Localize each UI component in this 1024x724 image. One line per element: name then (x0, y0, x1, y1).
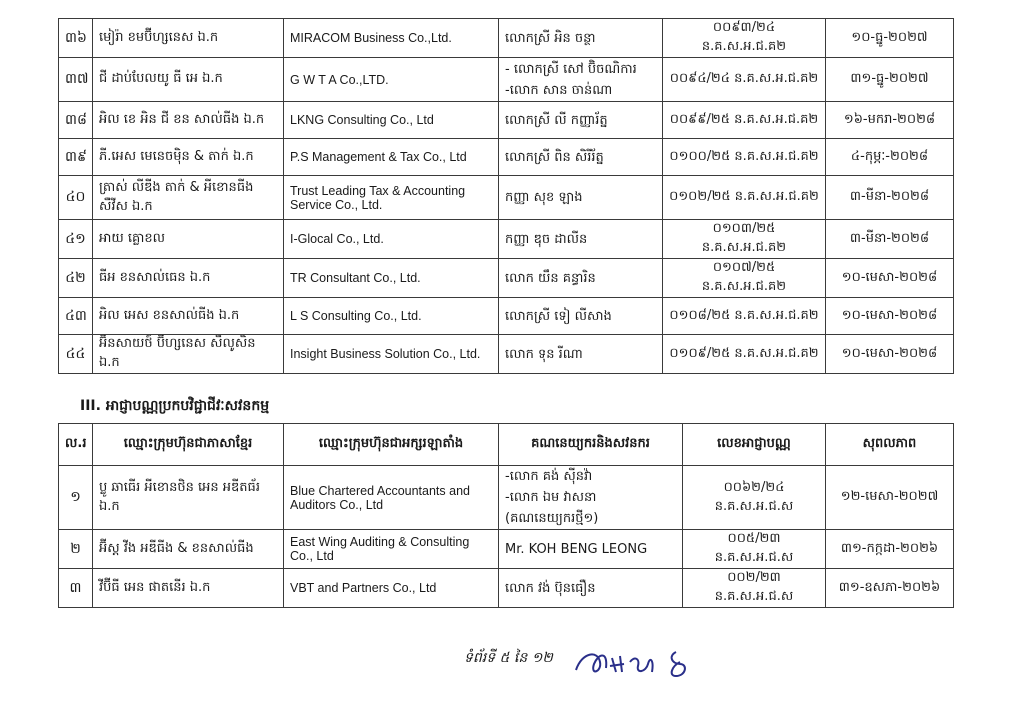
table-row (59, 102, 954, 139)
row-number: ៣៩ (59, 139, 93, 176)
table-row (59, 466, 954, 530)
manager-cell (499, 259, 663, 298)
license-number: ០១០៨/២៥ ន.គ.ស.អ.ជ.គ២ (663, 298, 826, 335)
license-number: ០០៩៣/២៤ ន.គ.ស.អ.ជ.គ២ (663, 19, 826, 58)
company-name-kh: អិល អេស ខនសាល់ធីង ឯ.ក (93, 298, 284, 335)
license-number: ០០៥/២៣ ន.គ.ស.អ.ជ.ស (683, 530, 826, 569)
manager-name-line: លោកស្រី ពិន សិរីរ័ត្ន (505, 149, 604, 165)
page-footer (464, 648, 553, 669)
row-number: ១ (59, 466, 93, 530)
company-name-en: L S Consulting Co., Ltd. (284, 298, 499, 335)
table-row (59, 139, 954, 176)
page-number: ទំព័រទី ៥ នៃ ១២ (464, 650, 553, 666)
row-number: ៤៣ (59, 298, 93, 335)
validity-date: ១២-មេសា-២០២៧ (826, 466, 954, 530)
manager-name-line: (គណនេយ្យករថ្មី១) (505, 511, 599, 526)
company-name-en: Insight Business Solution Co., Ltd. (284, 335, 499, 374)
manager-name-line: លោកស្រី ទៀ លីសាង (505, 308, 612, 324)
header-manager: គណនេយ្យករនិងសវនករ (499, 424, 683, 466)
manager-cell (499, 335, 663, 374)
handwritten-initials-signature (568, 642, 698, 682)
manager-cell (499, 58, 663, 102)
section-heading: III. អាជ្ញាបណ្ណប្រកបវិជ្ជាជីវៈសវនកម្ម (80, 398, 270, 414)
company-name-kh: អ៊ិនសាយថ៍ ប៊ីហ្សនេស សឹលូសិន ឯ.ក (93, 335, 284, 374)
license-number: ០០៦២/២៤ ន.គ.ស.អ.ជ.ស (683, 466, 826, 530)
manager-cell (499, 220, 663, 259)
table-row (59, 335, 954, 374)
company-name-kh: មៀរ៉ា ខមប៊ីហ្សនេស ឯ.ក (93, 19, 284, 58)
company-name-kh: ធីអ ខនសាល់ធេន ឯ.ក (93, 259, 284, 298)
company-name-en: TR Consultant Co., Ltd. (284, 259, 499, 298)
validity-date: ១០-មេសា-២០២៨ (826, 298, 954, 335)
company-name-kh: វីប៊ីធី អេន ផាតនើរ ឯ.ក (93, 569, 284, 608)
manager-name-line: លោក ទុន រីណា (505, 346, 583, 362)
manager-cell (499, 102, 663, 139)
license-number: ០១០៧/២៥ ន.គ.ស.អ.ជ.គ២ (663, 259, 826, 298)
company-name-en: LKNG Consulting Co., Ltd (284, 102, 499, 139)
row-number: ៤១ (59, 220, 93, 259)
validity-date: ១០-ធ្នូ-២០២៧ (826, 19, 954, 58)
validity-date: ៣១-ឧសភា-២០២៦ (826, 569, 954, 608)
company-name-kh: អ៊ីស្ត វីង អឌីធីង & ខនសាល់ធីង (93, 530, 284, 569)
table-row (59, 259, 954, 298)
company-name-en: VBT and Partners Co., Ltd (284, 569, 499, 608)
company-name-en: G W T A Co.,LTD. (284, 58, 499, 102)
manager-name-line: - លោកស្រី សៅ ប៊ិចណិការ (505, 61, 637, 77)
audit-license-table (58, 423, 954, 608)
company-name-kh: ភី.អេស មេនេចម៉ិន & តាក់ ឯ.ក (93, 139, 284, 176)
header-no: ល.រ (59, 424, 93, 466)
company-name-en: East Wing Auditing & Consulting Co., Ltd (284, 530, 499, 569)
manager-name-line: លោក វង់ ប៊ុនធឿន (505, 580, 596, 596)
manager-cell (499, 298, 663, 335)
row-number: ៣ (59, 569, 93, 608)
company-name-en: I-Glocal Co., Ltd. (284, 220, 499, 259)
table-row (59, 19, 954, 58)
company-name-en: MIRACOM Business Co.,Ltd. (284, 19, 499, 58)
manager-name-line: លោកស្រី លី កញ្ញារ័ត្ន (505, 112, 608, 128)
license-number: ០១០៩/២៥ ន.គ.ស.អ.ជ.គ២ (663, 335, 826, 374)
company-name-kh: ប្លូ ឆាធើរ អីខោនថិន អេន អឌីតធ័រ ឯ.ក (93, 466, 284, 530)
manager-name-line: កញ្ញា ឌុច ដាលីន (505, 231, 588, 247)
license-number: ០០៩៤/២៤ ន.គ.ស.អ.ជ.គ២ (663, 58, 826, 102)
manager-name-line: -លោក គង់ ស៊ីនវ៉ា (505, 469, 593, 484)
row-number: ៣៧ (59, 58, 93, 102)
header-name-en: ឈ្មោះក្រុមហ៊ុនជាអក្សរឡាតាំង (284, 424, 499, 466)
table-row (59, 176, 954, 220)
company-name-en: Trust Leading Tax & Accounting Service Co., Ltd. (284, 176, 499, 220)
row-number: ៣៦ (59, 19, 93, 58)
validity-date: ៣១-ធ្នូ-២០២៧ (826, 58, 954, 102)
validity-date: ៣-មីនា-២០២៨ (826, 176, 954, 220)
table-row (59, 530, 954, 569)
license-number: ០០៩៩/២៥ ន.គ.ស.អ.ជ.គ២ (663, 102, 826, 139)
license-number: ០១០៣/២៥ ន.គ.ស.អ.ជ.គ២ (663, 220, 826, 259)
manager-cell (499, 176, 663, 220)
row-number: ៤៤ (59, 335, 93, 374)
manager-name-line: លោក យឹន គន្ធារិន (505, 270, 596, 286)
license-number: ០០២/២៣ ន.គ.ស.អ.ជ.ស (683, 569, 826, 608)
row-number: ៤២ (59, 259, 93, 298)
row-number: ៤០ (59, 176, 93, 220)
license-number: ០១០០/២៥ ន.គ.ស.អ.ជ.គ២ (663, 139, 826, 176)
company-name-en: Blue Chartered Accountants and Auditors Co., Ltd (284, 466, 499, 530)
validity-date: ៤-កុម្ភៈ-២០២៨ (826, 139, 954, 176)
manager-name-line: -លោក ឯម វាសនា (505, 490, 597, 505)
row-number: ២ (59, 530, 93, 569)
company-name-kh: អិល ខេ អិន ជី ខន សាល់ធីង ឯ.ក (93, 102, 284, 139)
header-name-kh: ឈ្មោះក្រុមហ៊ុនជាភាសាខ្មែរ (93, 424, 284, 466)
manager-name-line: Mr. KOH BENG LEONG (505, 541, 648, 557)
row-number: ៣៨ (59, 102, 93, 139)
company-name-kh: អាយ គ្លោខល (93, 220, 284, 259)
table-header-row (59, 424, 954, 466)
header-license: លេខអាជ្ញាបណ្ណ (683, 424, 826, 466)
table-row (59, 298, 954, 335)
table-row (59, 569, 954, 608)
manager-name-line: -លោក សាន ចាន់ណា (505, 82, 613, 98)
company-name-kh: ជី ដាប់បែលយូ ធី អេ ឯ.ក (93, 58, 284, 102)
validity-date: ៣១-កក្កដា-២០២៦ (826, 530, 954, 569)
manager-cell (499, 19, 663, 58)
manager-name-line: កញ្ញា សុខ ឡាង (505, 190, 583, 205)
manager-cell (499, 139, 663, 176)
company-name-kh: ត្រាស់ លីឌីង តាក់ & អីខោនធីង សឺវីស ឯ.ក (93, 176, 284, 220)
validity-date: ១០-មេសា-២០២៨ (826, 259, 954, 298)
table-row (59, 58, 954, 102)
manager-cell (499, 569, 683, 608)
manager-name-line: លោកស្រី អិន ចន្ថា (505, 30, 596, 46)
company-name-en: P.S Management & Tax Co., Ltd (284, 139, 499, 176)
validity-date: ១៦-មករា-២០២៨ (826, 102, 954, 139)
header-validity: សុពលភាព (826, 424, 954, 466)
table-row (59, 220, 954, 259)
manager-cell (499, 530, 683, 569)
licensee-table-continued (58, 18, 954, 374)
license-number: ០១០២/២៥ ន.គ.ស.អ.ជ.គ២ (663, 176, 826, 220)
manager-cell (499, 466, 683, 530)
validity-date: ១០-មេសា-២០២៨ (826, 335, 954, 374)
validity-date: ៣-មីនា-២០២៨ (826, 220, 954, 259)
